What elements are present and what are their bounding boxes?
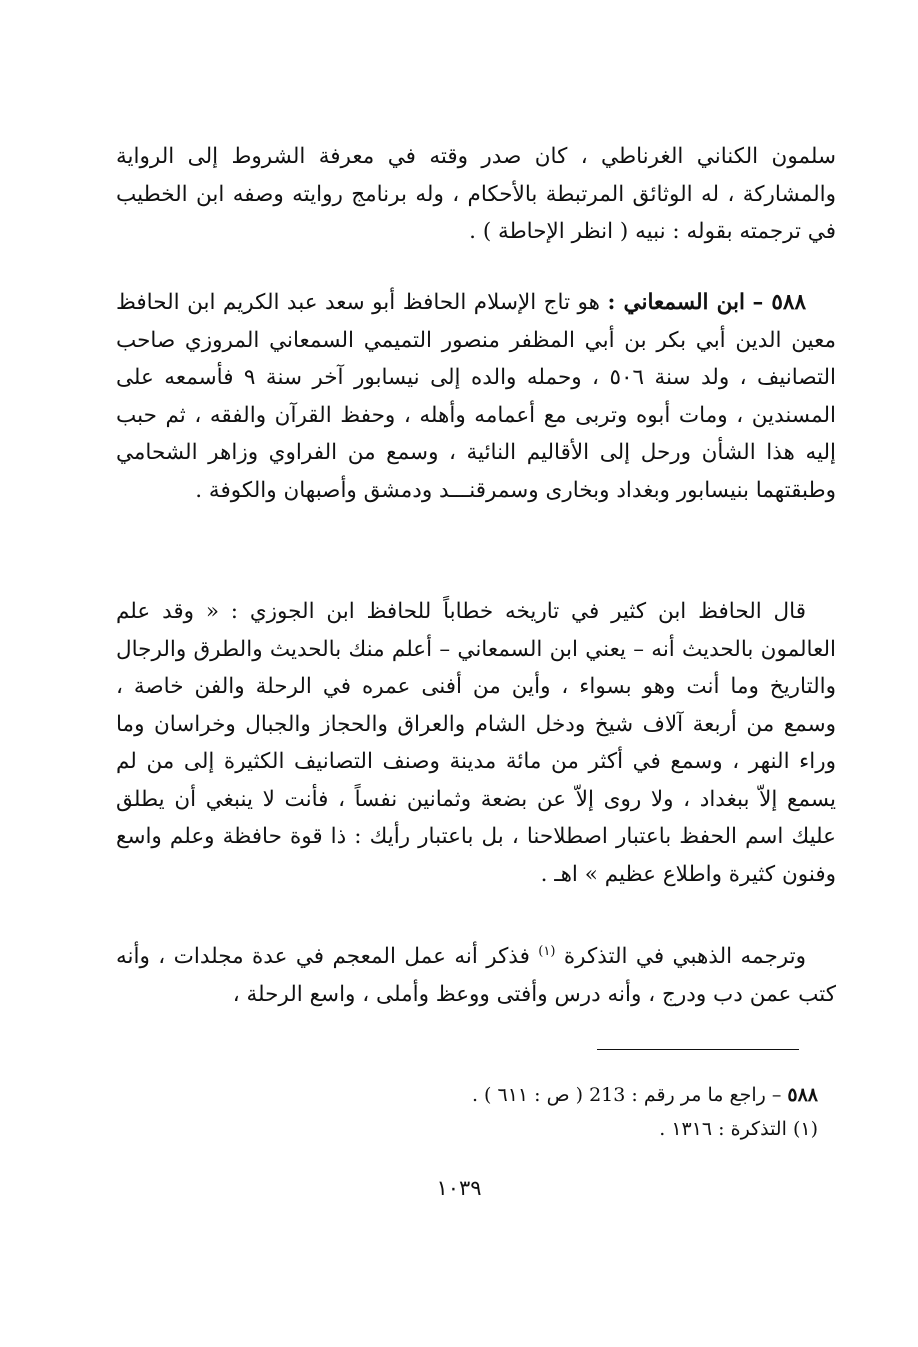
entry-text: هو تاج الإسلام الحافظ أبو سعد عبد الكريم ابن الحافظ معين الدين أبي بكر بن أبي المظفر منصور التميمي السمعاني المروزي صاحب التصانيف ، ولد سنة ٥٠٦ ، وحمله والده إلى نيسابور آخر سنة ٩ فأسمعه على المسندين ، ومات أبوه وتربى مع أعمامه وأهله ، وحفظ القرآن والفقه ، ثم حبب إليه هذا الشأن ورحل إلى الأقاليم النائية ، وسمع من الفراوي وزاهر الشحامي وطبقتهما بنيسابور وبغداد وبخارى وسمرقنـــد ودمشق وأصبهان والكوفة . [116,290,836,503]
paragraph-entry-588 [116,284,836,509]
entry-name: ابن السمعاني : [607,290,745,315]
paragraph-dhahabi [116,938,836,1013]
footnote-text: – راجع ما مر رقم : 213 ( ص : ٦١١ ) . [471,1084,782,1106]
paragraph-text: قال الحافظ ابن كثير في تاريخه خطاباً للحافظ ابن الجوزي : « وقد علم العالمون بالحديث أنه – يعني ابن السمعاني – أعلم منك بالحديث والطرق والرجال والتاريخ وما أنت وهو بسواء ، وأين من أفنى عمره في الرحلة والفن خاصة ، وسمع من أربعة آلاف شيخ ودخل الشام والعراق والحجاز والجبال وخراسان وما وراء النهر ، وسمع في أكثر من مائة مدينة وصنف التصانيف الكثيرة إلى من لم يسمع إلاّ ببغداد ، ولا روى إلاّ عن بضعة وثمانين نفساً ، فأنت لا ينبغي أن يطلق عليك اسم الحفظ باعتبار اصطلاحنا ، بل باعتبار رأيك : ذا قوة حافظة وعلم واسع وفنون كثيرة واطلاع عظيم » اهـ . [116,599,836,887]
paragraph-text: سلمون الكناني الغرناطي ، كان صدر وقته في معرفة الشروط إلى الرواية والمشاركة ، له الوثائق المرتبطة بالأحكام ، وله برنامج روايته وصفه ابن الخطيب في ترجمته بقوله : نبيه ( انظر الإحاطة ) . [116,144,836,244]
paragraph-ibn-kathir-quote [116,593,836,893]
paragraph-text-end: فذكر أنه عمل المعجم في عدة مجلدات ، وأنه كتب عمن دب ودرج ، وأنه درس وأفتى ووعظ وأملى ، واسع الرحلة ، [116,944,836,1007]
footnote-588 [218,1078,818,1112]
footnote-text: التذكرة : ١٣١٦ . [659,1118,787,1140]
paragraph-body [116,284,836,509]
entry-number: ٥٨٨ – [752,290,806,315]
paragraph-continuation [116,138,836,251]
page-number: ١٠٣٩ [436,1176,482,1200]
paragraph-body [116,938,836,1013]
footnote-number: (١) [792,1118,818,1140]
footnote-1 [218,1112,818,1146]
footnote-number: ٥٨٨ [787,1084,818,1106]
footnotes [218,1078,818,1146]
paragraph-text-start: وترجمه الذهبي في التذكرة [563,944,806,969]
footnote-reference: (١) [538,943,556,959]
footnote-divider [597,1049,799,1050]
